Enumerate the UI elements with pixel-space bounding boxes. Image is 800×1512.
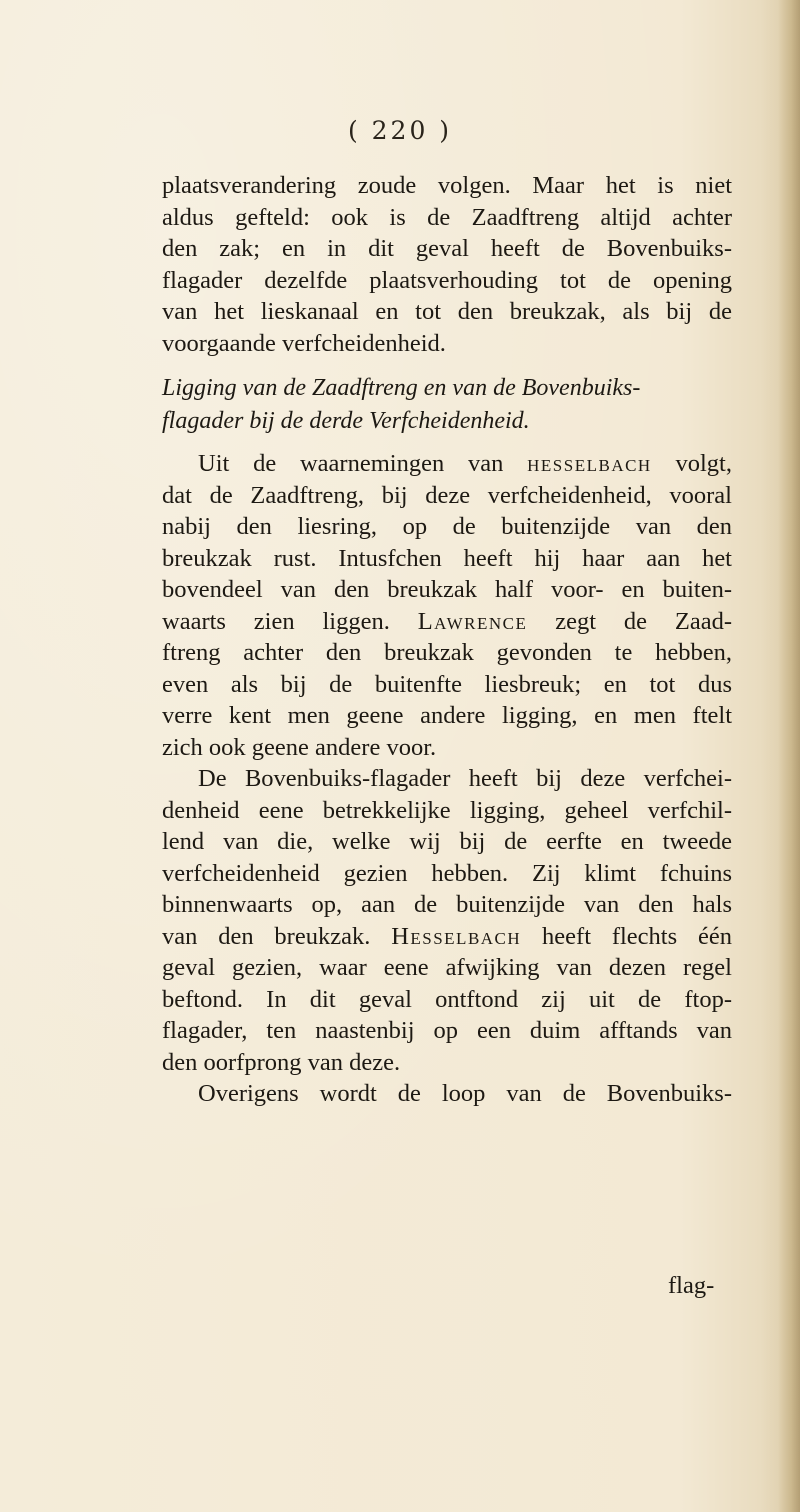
author-name: Lawrence <box>417 607 528 635</box>
text-line: van het lieskanaal en tot den breukzak, als bij de <box>162 298 732 325</box>
text-line: beftond. In dit geval ontftond zij uit de ftop- <box>162 985 732 1013</box>
text-line: den oorfprong van deze. <box>162 1048 401 1076</box>
text-line <box>162 921 732 953</box>
text-line: binnenwaarts op, aan de buitenzijde van den hals <box>162 891 732 918</box>
text-line: even als bij de buitenfte liesbreuk; en tot dus <box>162 670 732 698</box>
text-span: van den breukzak. <box>162 922 392 950</box>
page-edge-shadow <box>778 0 800 1512</box>
text-span: volgt, <box>651 450 732 477</box>
text-span: Uit de waarnemingen van <box>198 450 528 477</box>
text-line: flagader dezelfde plaatsverhouding tot de opening <box>162 266 732 294</box>
text-line: flagader, ten naastenbij op een duim afftands van <box>162 1017 732 1044</box>
text-line: aldus gefteld: ook is de Zaadftreng altijd achter <box>162 203 732 231</box>
text-line: breukzak rust. Intusfchen heeft hij haar aan het <box>162 544 732 572</box>
text-line: dat de Zaadftreng, bij deze verfcheidenheid, vooral <box>162 481 732 509</box>
author-name: hesselbach <box>527 450 652 477</box>
text-line: nabij den liesring, op de buitenzijde van den <box>162 513 732 540</box>
author-name: Hesselbach <box>391 922 522 950</box>
paragraph-1 <box>162 170 732 359</box>
text-line <box>162 448 732 480</box>
text-line: lend van die, welke wij bij de eerfte en tweede <box>162 828 732 855</box>
text-line: verre kent men geene andere ligging, en men ftelt <box>162 702 732 729</box>
paragraph-2 <box>162 448 732 1110</box>
text-line: bovendeel van den breukzak half voor- en buiten- <box>162 576 732 603</box>
catchword: flag- <box>668 1272 715 1299</box>
heading-line: flagader bij de derde Verfcheidenheid. <box>162 408 530 434</box>
text-line: plaatsverandering zoude volgen. Maar het is niet <box>162 172 732 199</box>
text-line: ftreng achter den breukzak gevonden te hebben, <box>162 639 732 666</box>
heading-line: Ligging van de Zaadftreng en van de Bovenbuiks- <box>162 375 641 401</box>
text-span: zegt de Zaad- <box>527 607 732 635</box>
text-line <box>162 606 732 638</box>
text-line: zich ook geene andere voor. <box>162 733 437 761</box>
section-heading <box>162 372 732 438</box>
text-line: geval gezien, waar eene afwijking van dezen regel <box>162 954 732 981</box>
text-line: den zak; en in dit geval heeft de Bovenbuiks- <box>162 235 732 262</box>
text-line: voorgaande verfcheidenheid. <box>162 329 446 357</box>
text-span: heeft flechts één <box>521 922 732 950</box>
page-number: ( 220 ) <box>347 116 453 145</box>
text-line: De Bovenbuiks-flagader heeft bij deze verfchei- <box>198 765 732 792</box>
text-span: waarts zien liggen. <box>162 607 418 635</box>
text-line: verfcheidenheid gezien hebben. Zij klimt fchuins <box>162 859 732 887</box>
text-line: Overigens wordt de loop van de Bovenbuiks- <box>198 1080 732 1107</box>
text-line: denheid eene betrekkelijke ligging, geheel verfchil- <box>162 796 732 824</box>
